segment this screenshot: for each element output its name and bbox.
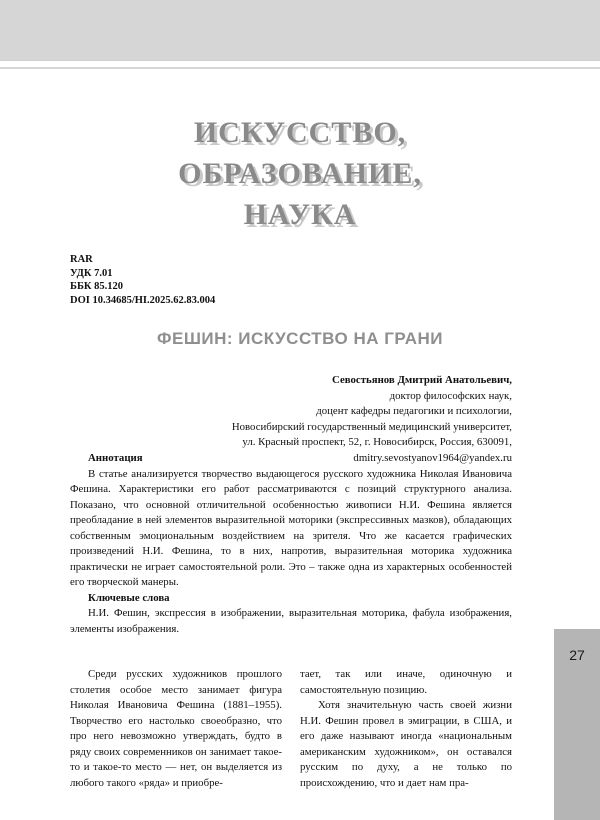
section-title-line-3: НАУКА xyxy=(243,198,357,231)
body-column-left xyxy=(70,667,282,791)
abstract-text: В статье анализируется творчество выдающегося русского художника Николая Ивановича Фешина. Характеристики его работ рассматриваются с позиций структурного анализа. Показано, что основной отличительной особенностью живописи Н.И. Фешина является преобладание в ней элементов выразительной моторики (экспрессивных мазков), обладающих собственным эмоциональным воздействием на зрителя. Что же касается графических произведений Н.И. Фешина, то в них, напротив, выразительная моторика художника практически не играет самостоятельной роли. Это – также одна из характерных особенностей его творческой манеры. xyxy=(70,467,512,588)
author-affiliation: Новосибирский государственный медицинский университет, xyxy=(231,420,512,433)
header-rule-2 xyxy=(0,67,600,69)
abstract-block xyxy=(70,451,512,637)
author-name: Севостьянов Дмитрий Анатольевич, xyxy=(332,374,512,386)
body-column-right xyxy=(300,667,512,791)
author-position: доцент кафедры педагогики и психологии, xyxy=(316,405,512,417)
header-rule xyxy=(0,60,600,66)
page-number: 27 xyxy=(569,647,585,663)
code-doi: DOI 10.34685/HI.2025.62.83.004 xyxy=(70,294,216,306)
code-udk: УДК 7.01 xyxy=(70,267,113,279)
header-band xyxy=(0,0,600,60)
keywords-heading: Ключевые слова xyxy=(88,591,170,604)
code-bbk: ББК 85.120 xyxy=(70,281,123,292)
section-title-line-2: ОБРАЗОВАНИЕ, xyxy=(178,157,422,190)
section-title-line-1: ИСКУССТВО, xyxy=(193,116,407,149)
body-paragraph-1: Среди русских художников прошлого столетия особое место занимает фигура Николая Ивановича Фешина (1881–1955). Творчество его настолько своеобразно, что про него невозможно утверждать, будто в ряду своих современников он занимает такое-то и такое-то место — нет, он выделяется из любого такого «ряда» и приобре- xyxy=(70,668,282,789)
article-title: ФЕШИН: ИСКУССТВО НА ГРАНИ xyxy=(156,329,444,348)
page-number-tab xyxy=(554,629,600,820)
code-rar: RAR xyxy=(70,254,93,265)
author-email[interactable]: dmitry.sevostyanov1964@yandex.ru xyxy=(353,451,512,464)
classification-codes xyxy=(70,253,215,307)
abstract-heading: Аннотация xyxy=(88,452,143,464)
body-paragraph-1-cont: тает, так или иначе, одиночную и самостоятельную позицию. xyxy=(300,668,512,696)
keywords-text: Н.И. Фешин, экспрессия в изображении, выразительная моторика, фабула изображения, элементы изображения. xyxy=(70,607,512,635)
section-title xyxy=(150,112,450,235)
author-degree: доктор философских наук, xyxy=(389,389,512,402)
author-address: ул. Красный проспект, 52, г. Новосибирск, Россия, 630091, xyxy=(242,436,512,448)
body-paragraph-2: Хотя значительную часть своей жизни Н.И. Фешин провел в эмиграции, в США, и его даже называют иногда «национальным американским художником», он оставался русским по духу, а не только по происхождению, что и дает нам пра- xyxy=(300,699,512,789)
